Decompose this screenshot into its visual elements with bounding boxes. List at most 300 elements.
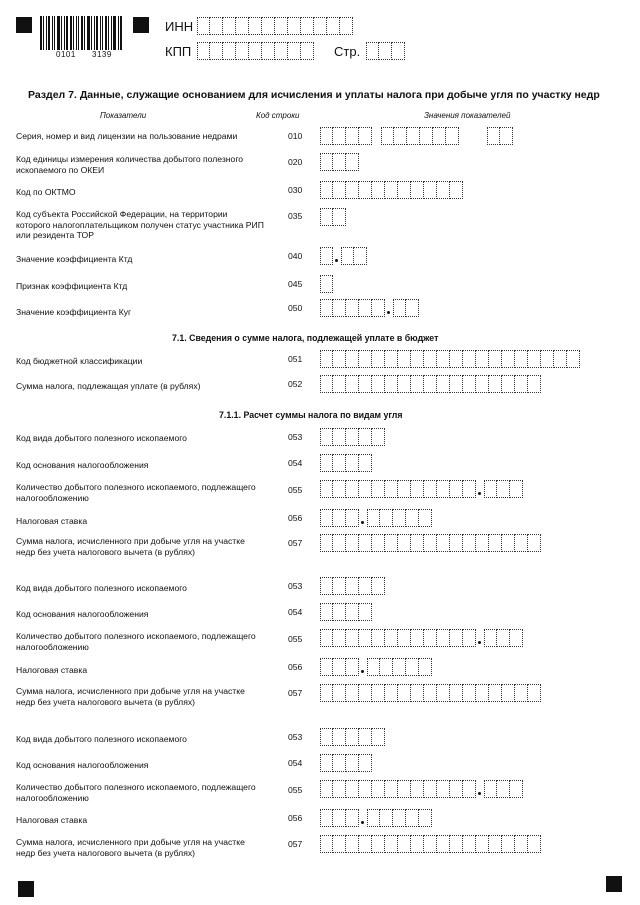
tax-rate-field[interactable]: [320, 509, 432, 527]
input-cell[interactable]: [489, 835, 502, 853]
input-cell[interactable]: [333, 534, 346, 552]
input-cell[interactable]: [489, 534, 502, 552]
input-cell[interactable]: [367, 509, 380, 527]
input-cell[interactable]: [398, 629, 411, 647]
tax-rate-field[interactable]: [320, 809, 432, 827]
input-cell[interactable]: [367, 658, 380, 676]
input-cell[interactable]: [210, 42, 223, 60]
input-cell[interactable]: [411, 375, 424, 393]
input-cell[interactable]: [450, 835, 463, 853]
input-cell[interactable]: [333, 375, 346, 393]
input-cell[interactable]: [301, 42, 314, 60]
input-cell[interactable]: [320, 375, 333, 393]
input-cell[interactable]: [346, 454, 359, 472]
input-cell[interactable]: [380, 658, 393, 676]
barcode-bar: [94, 16, 95, 50]
input-cell[interactable]: [380, 809, 393, 827]
input-cell[interactable]: [489, 684, 502, 702]
input-cell[interactable]: [502, 350, 515, 368]
input-cell[interactable]: [359, 350, 372, 368]
input-cell[interactable]: [398, 780, 411, 798]
kpp-field[interactable]: [197, 42, 314, 60]
input-cell[interactable]: [223, 42, 236, 60]
input-cell[interactable]: [398, 534, 411, 552]
input-cell[interactable]: [320, 780, 333, 798]
input-cell[interactable]: [476, 534, 489, 552]
input-cell[interactable]: [333, 629, 346, 647]
input-cell[interactable]: [333, 181, 346, 199]
license-type-field[interactable]: [487, 127, 513, 145]
barcode-bar: [70, 16, 72, 50]
input-cell[interactable]: [385, 835, 398, 853]
input-cell[interactable]: [437, 629, 450, 647]
input-cell[interactable]: [393, 658, 406, 676]
input-cell[interactable]: [359, 629, 372, 647]
input-cell[interactable]: [463, 350, 476, 368]
input-cell[interactable]: [510, 780, 523, 798]
input-cell[interactable]: [450, 181, 463, 199]
input-cell[interactable]: [320, 181, 333, 199]
input-cell[interactable]: [346, 350, 359, 368]
input-cell[interactable]: [327, 17, 340, 35]
input-cell[interactable]: [392, 42, 405, 60]
barcode: [40, 16, 124, 50]
input-cell[interactable]: [437, 181, 450, 199]
input-cell[interactable]: [333, 509, 346, 527]
tax-amount-field[interactable]: [320, 835, 541, 853]
license-series-field[interactable]: [320, 127, 372, 145]
input-cell[interactable]: [346, 375, 359, 393]
input-cell[interactable]: [320, 629, 333, 647]
input-cell[interactable]: [385, 350, 398, 368]
quantity-field[interactable]: [320, 480, 523, 498]
input-cell[interactable]: [394, 127, 407, 145]
input-cell[interactable]: [398, 350, 411, 368]
input-cell[interactable]: [359, 181, 372, 199]
input-cell[interactable]: [346, 728, 359, 746]
input-cell[interactable]: [424, 684, 437, 702]
input-cell[interactable]: [354, 247, 367, 265]
input-cell[interactable]: [398, 835, 411, 853]
input-cell[interactable]: [372, 534, 385, 552]
input-cell[interactable]: [411, 181, 424, 199]
input-cell[interactable]: [333, 728, 346, 746]
ktd-sign-field[interactable]: [320, 275, 333, 293]
input-cell[interactable]: [320, 127, 333, 145]
input-cell[interactable]: [515, 835, 528, 853]
input-cell[interactable]: [372, 480, 385, 498]
input-cell[interactable]: [515, 350, 528, 368]
mineral-type-code-field[interactable]: [320, 728, 385, 746]
input-cell[interactable]: [476, 684, 489, 702]
input-cell[interactable]: [210, 17, 223, 35]
row-code: 040: [288, 251, 303, 261]
input-cell[interactable]: [450, 780, 463, 798]
input-cell[interactable]: [359, 534, 372, 552]
decimal-point: [359, 658, 367, 676]
input-cell[interactable]: [366, 42, 379, 60]
input-cell[interactable]: [314, 17, 327, 35]
input-cell[interactable]: [437, 375, 450, 393]
input-cell[interactable]: [463, 684, 476, 702]
input-cell[interactable]: [385, 375, 398, 393]
input-cell[interactable]: [424, 629, 437, 647]
input-cell[interactable]: [489, 350, 502, 368]
input-cell[interactable]: [411, 835, 424, 853]
input-cell[interactable]: [450, 480, 463, 498]
input-cell[interactable]: [346, 299, 359, 317]
input-cell[interactable]: [359, 375, 372, 393]
input-cell[interactable]: [346, 534, 359, 552]
input-cell[interactable]: [433, 127, 446, 145]
input-cell[interactable]: [320, 534, 333, 552]
input-cell[interactable]: [275, 17, 288, 35]
input-cell[interactable]: [320, 754, 333, 772]
tax-basis-code-field[interactable]: [320, 603, 372, 621]
input-cell[interactable]: [406, 658, 419, 676]
input-cell[interactable]: [372, 728, 385, 746]
row-label: Серия, номер и вид лицензии на пользование недрами: [16, 131, 238, 141]
row-label: Сумма налога, исчисленного при добыче угля на участке недр без учета налогового вычета (в рублях): [16, 837, 245, 858]
input-cell[interactable]: [333, 428, 346, 446]
input-cell[interactable]: [249, 17, 262, 35]
input-cell[interactable]: [372, 299, 385, 317]
input-cell[interactable]: [497, 480, 510, 498]
tax-sum-field[interactable]: [320, 375, 541, 393]
input-cell[interactable]: [346, 754, 359, 772]
quantity-field[interactable]: [320, 780, 523, 798]
page-number-field[interactable]: [366, 42, 405, 60]
input-cell[interactable]: [510, 629, 523, 647]
input-cell[interactable]: [497, 780, 510, 798]
input-cell[interactable]: [333, 127, 346, 145]
input-cell[interactable]: [333, 454, 346, 472]
tax-amount-field[interactable]: [320, 684, 541, 702]
input-cell[interactable]: [359, 454, 372, 472]
input-cell[interactable]: [437, 780, 450, 798]
input-cell[interactable]: [346, 780, 359, 798]
decimal-point: [359, 809, 367, 827]
tax-rate-field[interactable]: [320, 658, 432, 676]
input-cell[interactable]: [346, 428, 359, 446]
mineral-type-code-field[interactable]: [320, 577, 385, 595]
input-cell[interactable]: [450, 350, 463, 368]
okei-code-field[interactable]: [320, 153, 359, 171]
input-cell[interactable]: [398, 375, 411, 393]
input-cell[interactable]: [372, 181, 385, 199]
input-cell[interactable]: [288, 17, 301, 35]
input-cell[interactable]: [333, 208, 346, 226]
input-cell[interactable]: [497, 629, 510, 647]
input-cell[interactable]: [340, 17, 353, 35]
input-cell[interactable]: [359, 728, 372, 746]
input-cell[interactable]: [197, 17, 210, 35]
input-cell[interactable]: [320, 509, 333, 527]
input-cell[interactable]: [463, 780, 476, 798]
input-cell[interactable]: [437, 534, 450, 552]
input-cell[interactable]: [528, 684, 541, 702]
input-cell[interactable]: [359, 754, 372, 772]
input-cell[interactable]: [406, 509, 419, 527]
tax-basis-code-field[interactable]: [320, 454, 372, 472]
input-cell[interactable]: [411, 534, 424, 552]
input-cell[interactable]: [359, 603, 372, 621]
input-cell[interactable]: [341, 247, 354, 265]
input-cell[interactable]: [502, 684, 515, 702]
input-cell[interactable]: [381, 127, 394, 145]
input-cell[interactable]: [346, 480, 359, 498]
input-cell[interactable]: [528, 375, 541, 393]
input-cell[interactable]: [450, 629, 463, 647]
input-cell[interactable]: [372, 428, 385, 446]
input-cell[interactable]: [359, 577, 372, 595]
region-code-field[interactable]: [320, 208, 346, 226]
decimal-point: [359, 509, 367, 527]
row-label: Код вида добытого полезного ископаемого: [16, 734, 187, 744]
input-cell[interactable]: [385, 629, 398, 647]
ktd-value-field[interactable]: [320, 247, 367, 265]
input-cell[interactable]: [484, 629, 497, 647]
input-cell[interactable]: [476, 350, 489, 368]
input-cell[interactable]: [372, 835, 385, 853]
input-cell[interactable]: [463, 534, 476, 552]
input-cell[interactable]: [424, 534, 437, 552]
input-cell[interactable]: [372, 780, 385, 798]
input-cell[interactable]: [236, 42, 249, 60]
barcode-bar: [111, 16, 112, 50]
row-label: Код по ОКТМО: [16, 187, 76, 197]
input-cell[interactable]: [489, 375, 502, 393]
input-cell[interactable]: [372, 375, 385, 393]
input-cell[interactable]: [333, 684, 346, 702]
input-cell[interactable]: [346, 127, 359, 145]
tax-basis-code-field[interactable]: [320, 754, 372, 772]
barcode-bar: [100, 16, 101, 50]
input-cell[interactable]: [411, 629, 424, 647]
input-cell[interactable]: [320, 350, 333, 368]
mineral-type-code-field[interactable]: [320, 428, 385, 446]
input-cell[interactable]: [567, 350, 580, 368]
input-cell[interactable]: [411, 350, 424, 368]
input-cell[interactable]: [502, 835, 515, 853]
input-cell[interactable]: [333, 299, 346, 317]
quantity-field[interactable]: [320, 629, 523, 647]
input-cell[interactable]: [333, 809, 346, 827]
input-cell[interactable]: [510, 480, 523, 498]
input-cell[interactable]: [320, 454, 333, 472]
row-code: 053: [288, 432, 303, 442]
oktmo-field[interactable]: [320, 181, 463, 199]
input-cell[interactable]: [346, 835, 359, 853]
input-cell[interactable]: [333, 754, 346, 772]
input-cell[interactable]: [367, 809, 380, 827]
barcode-bar: [73, 16, 74, 50]
input-cell[interactable]: [502, 375, 515, 393]
input-cell[interactable]: [320, 658, 333, 676]
input-cell[interactable]: [333, 780, 346, 798]
row-code: 057: [288, 839, 303, 849]
input-cell[interactable]: [359, 835, 372, 853]
input-cell[interactable]: [333, 153, 346, 171]
input-cell[interactable]: [372, 350, 385, 368]
input-cell[interactable]: [372, 577, 385, 595]
input-cell[interactable]: [406, 299, 419, 317]
input-cell[interactable]: [487, 127, 500, 145]
input-cell[interactable]: [346, 629, 359, 647]
input-cell[interactable]: [359, 480, 372, 498]
input-cell[interactable]: [515, 684, 528, 702]
input-cell[interactable]: [301, 17, 314, 35]
input-cell[interactable]: [541, 350, 554, 368]
input-cell[interactable]: [249, 42, 262, 60]
inn-field[interactable]: [197, 17, 353, 35]
input-cell[interactable]: [346, 684, 359, 702]
input-cell[interactable]: [450, 684, 463, 702]
input-cell[interactable]: [346, 658, 359, 676]
input-cell[interactable]: [372, 684, 385, 702]
input-cell[interactable]: [411, 684, 424, 702]
row-label: Код основания налогообложения: [16, 760, 149, 770]
input-cell[interactable]: [236, 17, 249, 35]
row-label: Сумма налога, исчисленного при добыче угля на участке недр без учета налогового вычета (в рублях): [16, 686, 245, 707]
input-cell[interactable]: [346, 603, 359, 621]
input-cell[interactable]: [197, 42, 210, 60]
input-cell[interactable]: [320, 208, 333, 226]
input-cell[interactable]: [484, 480, 497, 498]
input-cell[interactable]: [385, 684, 398, 702]
input-cell[interactable]: [320, 809, 333, 827]
input-cell[interactable]: [372, 629, 385, 647]
input-cell[interactable]: [450, 534, 463, 552]
input-cell[interactable]: [528, 350, 541, 368]
input-cell[interactable]: [476, 835, 489, 853]
input-cell[interactable]: [500, 127, 513, 145]
input-cell[interactable]: [393, 299, 406, 317]
input-cell[interactable]: [407, 127, 420, 145]
input-cell[interactable]: [515, 375, 528, 393]
input-cell[interactable]: [262, 42, 275, 60]
input-cell[interactable]: [424, 181, 437, 199]
input-cell[interactable]: [398, 684, 411, 702]
page-label: Стр.: [334, 44, 361, 59]
input-cell[interactable]: [419, 509, 432, 527]
input-cell[interactable]: [463, 835, 476, 853]
input-cell[interactable]: [446, 127, 459, 145]
input-cell[interactable]: [223, 17, 236, 35]
input-cell[interactable]: [419, 658, 432, 676]
input-cell[interactable]: [411, 780, 424, 798]
input-cell[interactable]: [359, 684, 372, 702]
input-cell[interactable]: [320, 247, 333, 265]
input-cell[interactable]: [450, 375, 463, 393]
input-cell[interactable]: [424, 350, 437, 368]
input-cell[interactable]: [346, 153, 359, 171]
input-cell[interactable]: [275, 42, 288, 60]
input-cell[interactable]: [502, 534, 515, 552]
input-cell[interactable]: [359, 780, 372, 798]
input-cell[interactable]: [288, 42, 301, 60]
input-cell[interactable]: [333, 658, 346, 676]
input-cell[interactable]: [320, 728, 333, 746]
input-cell[interactable]: [320, 603, 333, 621]
input-cell[interactable]: [437, 684, 450, 702]
input-cell[interactable]: [463, 629, 476, 647]
row-label: Код бюджетной классификации: [16, 356, 143, 366]
input-cell[interactable]: [424, 835, 437, 853]
input-cell[interactable]: [515, 534, 528, 552]
input-cell[interactable]: [359, 127, 372, 145]
input-cell[interactable]: [419, 809, 432, 827]
budget-code-field[interactable]: [320, 350, 580, 368]
input-cell[interactable]: [333, 480, 346, 498]
input-cell[interactable]: [333, 835, 346, 853]
input-cell[interactable]: [463, 480, 476, 498]
input-cell[interactable]: [320, 577, 333, 595]
input-cell[interactable]: [333, 350, 346, 368]
input-cell[interactable]: [385, 534, 398, 552]
input-cell[interactable]: [420, 127, 433, 145]
input-cell[interactable]: [320, 480, 333, 498]
input-cell[interactable]: [411, 480, 424, 498]
input-cell[interactable]: [333, 603, 346, 621]
input-cell[interactable]: [393, 809, 406, 827]
input-cell[interactable]: [346, 809, 359, 827]
input-cell[interactable]: [528, 534, 541, 552]
row-code: 010: [288, 131, 303, 141]
barcode-bar: [48, 16, 50, 50]
input-cell[interactable]: [437, 480, 450, 498]
tax-amount-field[interactable]: [320, 534, 541, 552]
input-cell[interactable]: [346, 181, 359, 199]
input-cell[interactable]: [424, 780, 437, 798]
input-cell[interactable]: [476, 375, 489, 393]
input-cell[interactable]: [320, 153, 333, 171]
input-cell[interactable]: [398, 181, 411, 199]
input-cell[interactable]: [380, 509, 393, 527]
input-cell[interactable]: [320, 684, 333, 702]
input-cell[interactable]: [333, 577, 346, 595]
input-cell[interactable]: [393, 509, 406, 527]
input-cell[interactable]: [554, 350, 567, 368]
input-cell[interactable]: [379, 42, 392, 60]
input-cell[interactable]: [385, 480, 398, 498]
input-cell[interactable]: [406, 809, 419, 827]
input-cell[interactable]: [437, 835, 450, 853]
kug-value-field[interactable]: [320, 299, 419, 317]
input-cell[interactable]: [320, 275, 333, 293]
input-cell[interactable]: [262, 17, 275, 35]
input-cell[interactable]: [398, 480, 411, 498]
license-number-field[interactable]: [381, 127, 459, 145]
input-cell[interactable]: [320, 428, 333, 446]
input-cell[interactable]: [385, 780, 398, 798]
input-cell[interactable]: [424, 480, 437, 498]
input-cell[interactable]: [359, 299, 372, 317]
input-cell[interactable]: [463, 375, 476, 393]
row-label: Сумма налога, исчисленного при добыче угля на участке недр без учета налогового вычета (в рублях): [16, 536, 245, 557]
input-cell[interactable]: [320, 299, 333, 317]
input-cell[interactable]: [484, 780, 497, 798]
input-cell[interactable]: [320, 835, 333, 853]
input-cell[interactable]: [346, 509, 359, 527]
input-cell[interactable]: [359, 428, 372, 446]
input-cell[interactable]: [528, 835, 541, 853]
barcode-bar: [102, 16, 103, 50]
input-cell[interactable]: [437, 350, 450, 368]
input-cell[interactable]: [346, 577, 359, 595]
input-cell[interactable]: [385, 181, 398, 199]
input-cell[interactable]: [424, 375, 437, 393]
